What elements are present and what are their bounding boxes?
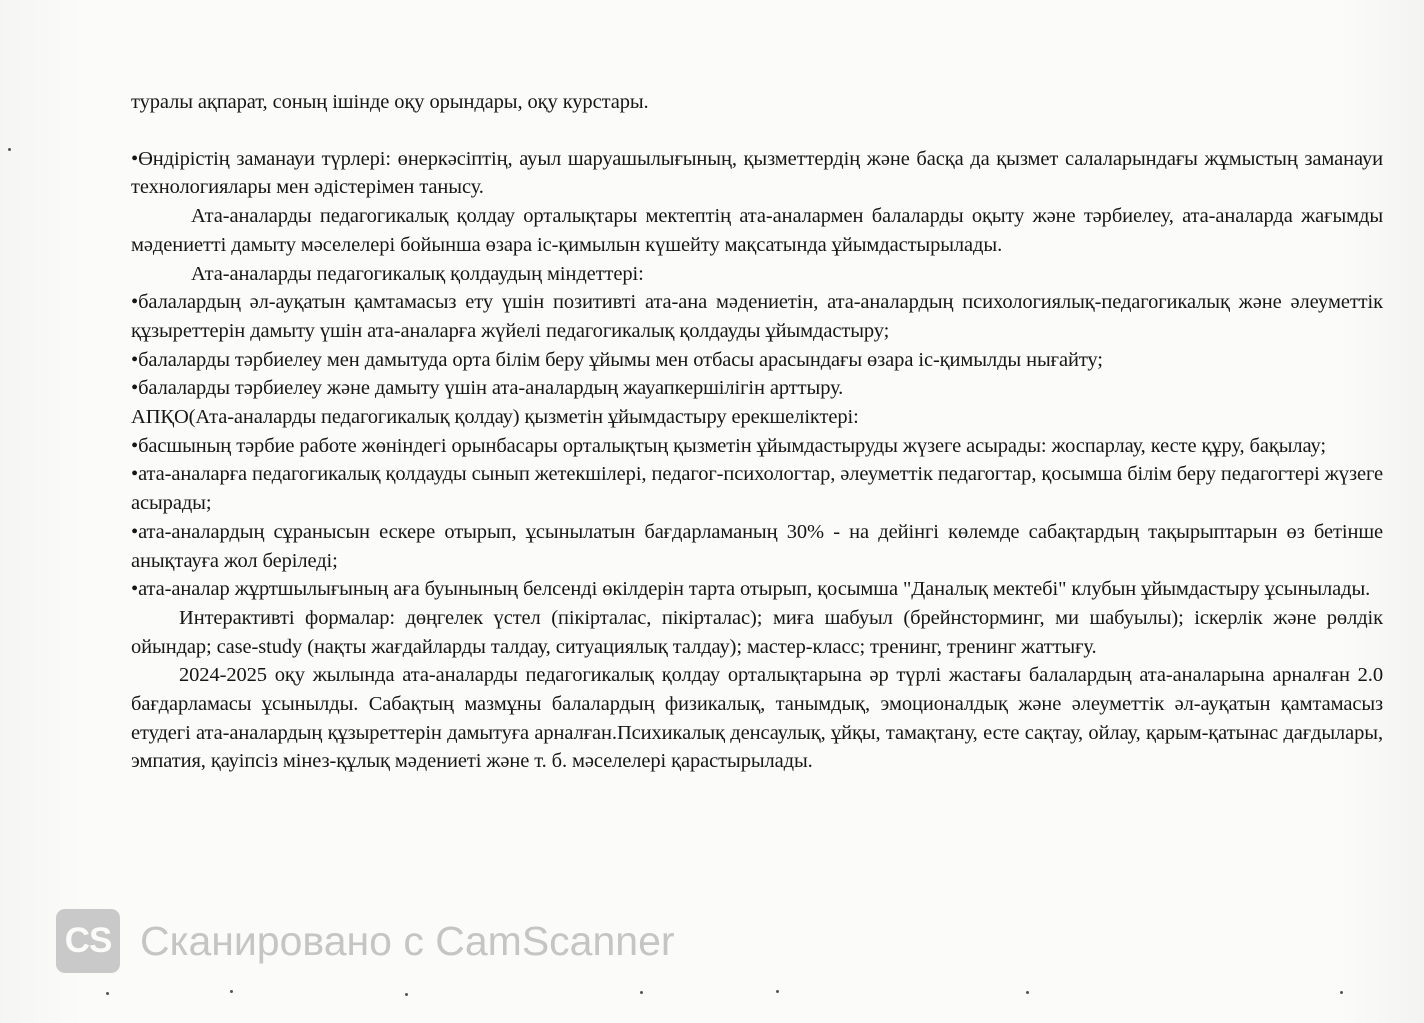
camscanner-watermark-text: Сканировано с CamScanner — [140, 917, 675, 964]
bullet-apko-deputy: •басшының тәрбие работе жөніндегі орынбасары орталықтың қызметін ұйымдастыруды жүзеге асырады: жоспарлау, кесте құру, бақылау; — [131, 434, 1326, 457]
scan-speck — [230, 990, 233, 993]
bullet-modern-production: •Өндірістің заманауи түрлері: өнеркәсіптің, ауыл шаруашылығының, қызметтердің және басқа да қызмет салаларындағы жұмыстың заманауи технологиялары мен әдістерімен танысу. — [131, 147, 1383, 199]
scan-speck — [776, 990, 779, 993]
bullet-apko-teachers: •ата-аналарға педагогикалық қолдауды сынып жетекшілері, педагог-психологтар, әлеуметтік педагогтар, қосымша білім беру педагогтері жүзеге асырады; — [131, 463, 1383, 515]
bullet-task-positive-culture: •балалардың әл-ауқатын қамтамасыз ету үшін позитивті ата-ана мәдениетін, ата-аналардың психологиялық-педагогикалық және әлеуметтік құзыреттерін дамыту үшін ата-аналарға жүйелі педагогикалық қолдауды ұйымдастыру; — [131, 291, 1383, 342]
scan-speck — [1340, 991, 1343, 994]
paragraph-program-2024-2025: 2024-2025 оқу жылында ата-аналарды педагогикалық қолдау орталықтарына әр түрлі жастағы балалардың ата-аналарына арналған 2.0 бағдарламасы ұсынылды. Сабақтың мазмұны балалардың физикалық, танымдық, эмоционалдық және әлеуметтік әл-ауқатын қамтамасыз етудегі ата-аналардың құзыреттерін дамытуға арналған.Психикалық денсаулық, ұйқы, тамақтану, есте сақтау, ойлау, қарым-қатынас дағдылары, эмпатия, қауіпсіз мінез-құлық мәдениеті және т. б. мәселелері қарастырылады. — [131, 664, 1383, 773]
bullet-task-interaction: •балаларды тәрбиелеу мен дамытуда орта білім беру ұйымы мен отбасы арасындағы өзара іс-қимылды нығайту; — [131, 348, 1103, 371]
scan-speck — [1026, 991, 1029, 994]
paragraph-apko-heading: АПҚО(Ата-аналарды педагогикалық қолдау) қызметін ұйымдастыру ерекшеліктері: — [131, 406, 859, 429]
scan-speck — [8, 148, 11, 151]
bullet-apko-wisdom-club: •ата-аналар жұртшылығының аға буынының белсенді өкілдерін тарта отырып, қосымша "Даналық мектебі" клубын ұйымдастыру ұсынылады. — [131, 578, 1371, 601]
paragraph-support-centers: Ата-аналарды педагогикалық қолдау орталықтары мектептің ата-аналармен балаларды оқыту және тәрбиелеу, ата-аналарда жағымды мәдениетті дамыту мәселелері бойынша өзара іс-қимылын күшейту мақсатында ұйымдастырылады. — [131, 205, 1383, 256]
paragraph-intro-continuation: туралы ақпарат, соның ішінде оқу орындары, оқу курстары. — [131, 91, 649, 113]
paragraph-gap — [131, 117, 1383, 145]
scan-speck — [106, 992, 109, 995]
bullet-apko-topics: •ата-аналардың сұранысын ескере отырып, ұсынылатын бағдарламаның 30% - на дейінгі көлемде сабақтардың тақырыптарын өз бетінше анықтауға жол беріледі; — [131, 520, 1383, 572]
camscanner-logo-icon — [56, 909, 120, 973]
paragraph-tasks-heading: Ата-аналарды педагогикалық қолдаудың міндеттері: — [191, 262, 644, 285]
camscanner-watermark — [56, 908, 675, 974]
camscanner-logo-text: CS — [64, 921, 112, 960]
document-body — [131, 88, 1383, 776]
scan-speck — [640, 991, 643, 994]
bullet-task-responsibility: •балаларды тәрбиелеу және дамыту үшін ата-аналардың жауапкершілігін арттыру. — [131, 377, 844, 400]
paragraph-interactive-forms: Интерактивті формалар: дөңгелек үстел (пікірталас, пікірталас); миға шабуыл (брейнсторминг, ми шабуылы); іскерлік және рөлдік ойындар; case-study (нақты жағдайларды талдау, ситуациялық талдау); мастер-класс; тренинг, тренинг жаттығу. — [131, 606, 1383, 658]
scan-speck — [405, 993, 408, 996]
